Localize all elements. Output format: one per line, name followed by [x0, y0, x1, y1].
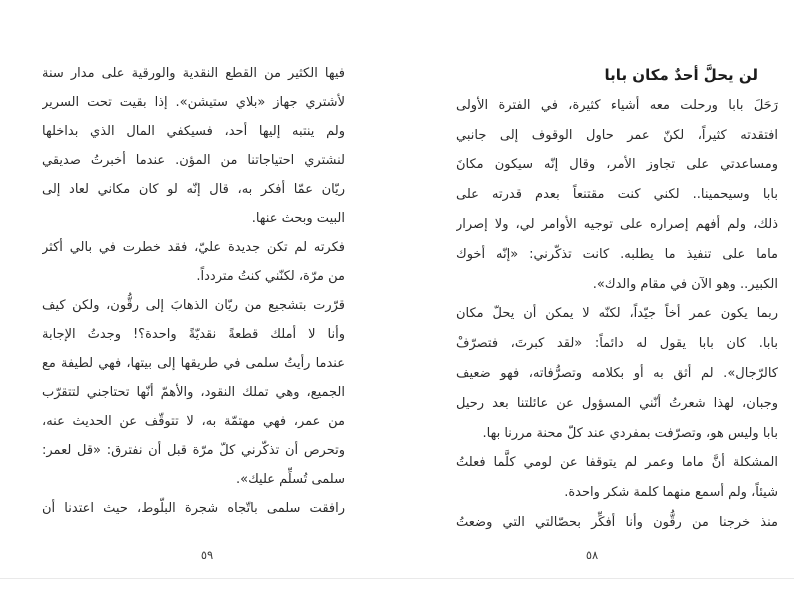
chapter-title: لن يحلَّ أحدٌ مكان بابا — [604, 66, 758, 84]
body-line: لنشتري احتياجاتنا من المؤن. عندما أخبرتُ صديقي — [42, 153, 345, 168]
body-line-paragraph-end: الكبير.. وهو الآن في مقام والدك». — [592, 276, 778, 292]
body-line: وجبان، لهذا شعرتُ أنّني المسؤول عن عائلتنا بعد رحيل — [456, 395, 778, 411]
body-line-paragraph-end: البيت وبحث عنها. — [251, 211, 345, 226]
left-page-number: ٥٩ — [200, 548, 214, 562]
body-line: ذلك، ولم أفهم إصراره على توجيه الأوامر لي، ولا إصرار — [456, 216, 778, 232]
body-line: ربما يكون عمر أخاً جيّداً، لكنّه لا يمكن أن يحلّ مكان — [456, 306, 778, 322]
page-bottom-divider — [0, 578, 794, 579]
right-page-number: ٥٨ — [585, 548, 599, 562]
body-line: المشكلة أنَّ ماما وعمر لم يتوقفا عن لومي كلَّما فعلتُ — [456, 455, 778, 471]
left-page-text-block — [42, 59, 345, 523]
body-line: افتقدته كثيراً، لكنّ عمر حاول الوقوف إلى جانبي — [456, 127, 778, 143]
body-line: قرّرت بتشجيع من ريّان الذهابَ إلى رقُّون، ولكن كيف — [42, 298, 345, 313]
body-line: ريّان عمّا أفكر به، قال إنّه لو كان مكاني لعاد إلى — [42, 182, 345, 197]
body-line: لأشتري جهاز «بلاي ستيشن». إذا بقيت تحت السرير — [42, 95, 345, 110]
body-line: فكرته لم تكن جديدة عليّ، فقد خطرت في بالي أكثر — [42, 240, 345, 255]
body-line: فيها الكثير من القطع النقدية والورقية على مدار سنة — [42, 66, 345, 81]
body-line: كالرّجال». لم أثق به أو بكلامه وتصرُّفاته، فهو ضعيف — [456, 365, 778, 381]
body-line: رافقت سلمى باتّجاه شجرة البلّوط، حيث اعتدنا أن — [42, 501, 345, 516]
body-line: وأنا لا أملك قطعةً نقديّةً واحدة؟! وجدتُ الإجابة — [42, 327, 345, 342]
body-line: رَحَلَ بابا ورحلت معه أشياء كثيرة، في الفترة الأولى — [456, 97, 778, 113]
body-line: وتحرص أن تذكّرني كلّ مرّة قبل أن نفترق: «قل لعمر: — [42, 443, 345, 458]
body-line: ماما على تنفيذ ما يطلبه. كانت تذكّرني: «إنّه أخوك — [456, 246, 778, 262]
body-line-paragraph-end: سلمى تُسلِّم عليك». — [235, 472, 345, 487]
body-line-paragraph-end: من مرّة، لكنّني كنتُ متردداً. — [196, 269, 345, 284]
body-line: بابا وسيحمينا.. لكني كنت مقتنعاً بعدم قدرته على — [456, 187, 778, 203]
body-line: من عمر، فهي مهتمّة به، لا تتوقّف عن الحديث عنه، — [42, 414, 345, 429]
right-page-text-block — [456, 61, 778, 538]
body-line: الجميع، وهي تملك النقود، والأهمّ أنّها تحتاجني لتتقرّب — [42, 385, 345, 400]
body-line: منذ خرجنا من رقُّون وأنا أفكِّر بحصّالتي التي وضعتُ — [456, 514, 778, 530]
body-line: بابا. كان بابا يقول له دائماً: «لقد كبرتَ، فتصرّفْ — [456, 336, 778, 352]
body-line-paragraph-end: بابا وليس هو، وتصرّفت بمفردي عند كلّ محنة مررنا بها. — [482, 425, 778, 441]
body-line-paragraph-end: شيئاً، ولم أسمع منهما كلمة شكر واحدة. — [564, 485, 778, 501]
body-line: عندما رأيتُ سلمى في طريقها إلى بيتها، فهي لطيفة مع — [42, 356, 345, 371]
body-line: ولم ينتبه إليها أحد، فسيكفي المال الذي بداخلها — [42, 124, 345, 139]
body-line: ومساعدتي على تجاوز الأمر، وقال إنّه سيكون مكانَ — [456, 157, 778, 173]
